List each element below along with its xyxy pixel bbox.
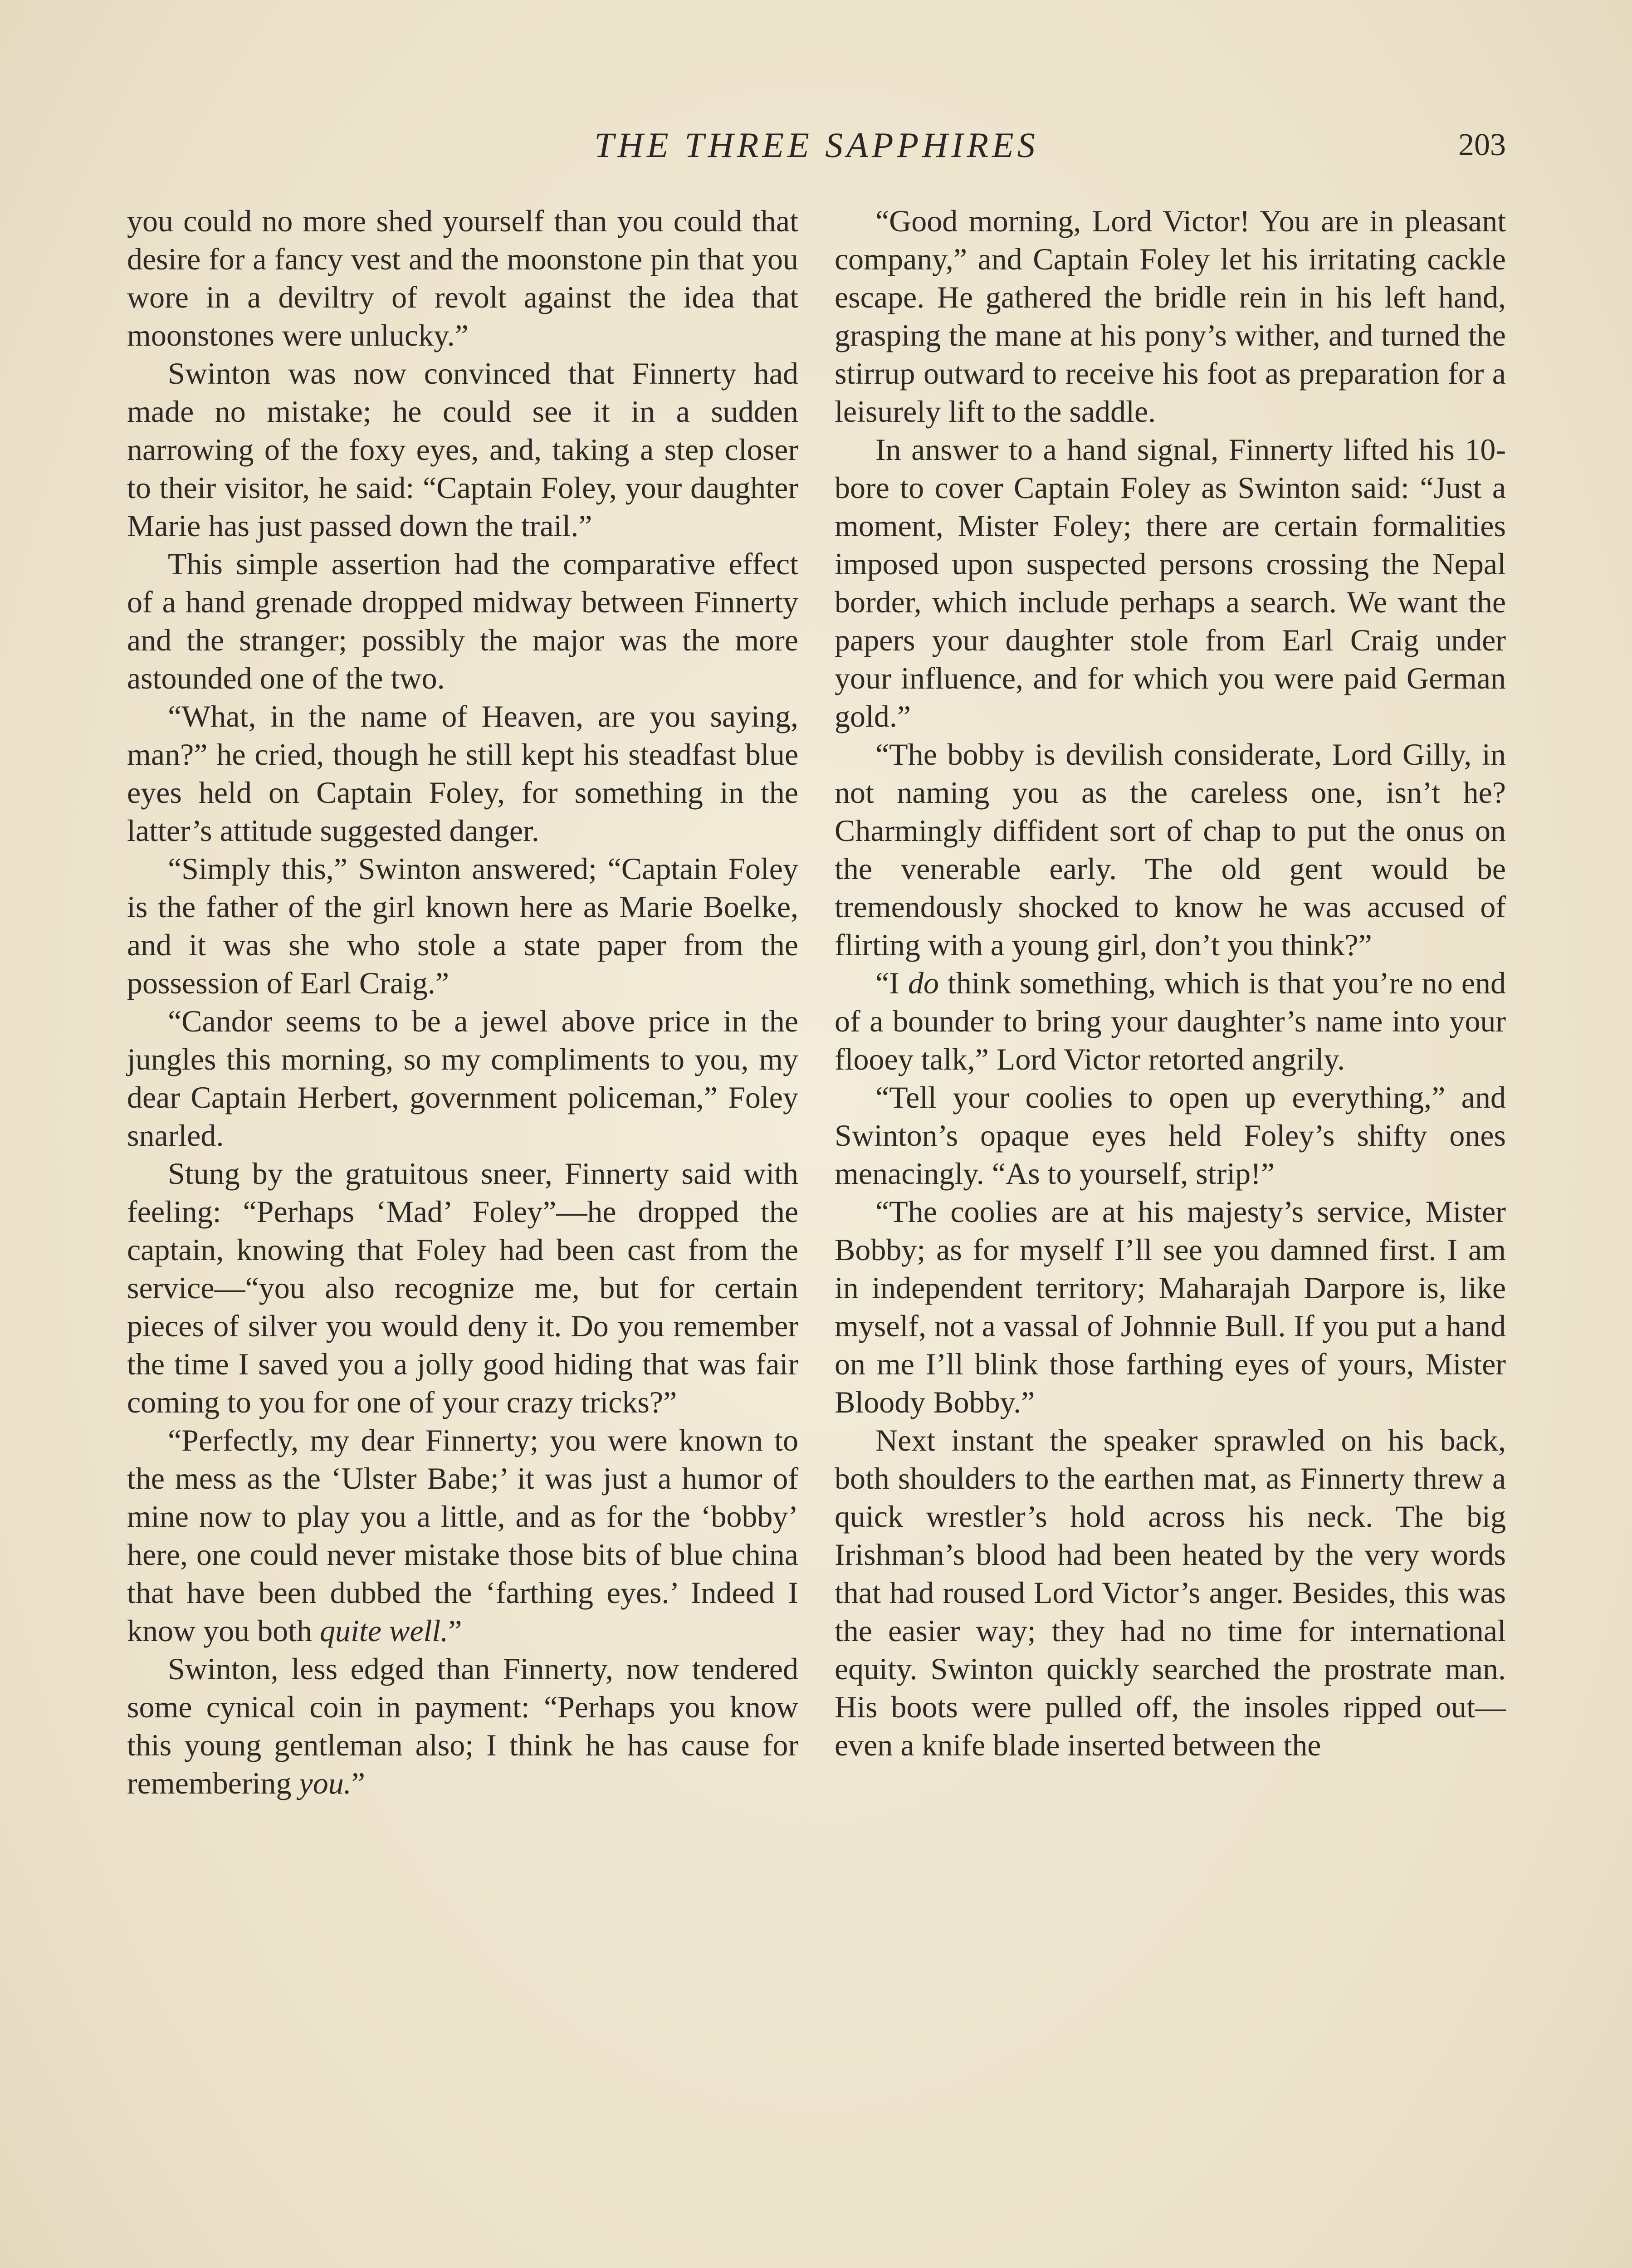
paragraph: In answer to a hand signal, Finnerty lifted his 10-bore to cover Captain Foley as Swinton said: “Just a moment, Mister Foley; there are certain formalities imposed upon suspected persons crossing the Nepal border, which include perhaps a search. We want the papers your daughter stole from Earl Craig under your influence, and for which you were paid German gold.” xyxy=(835,432,1506,733)
paragraph: “Candor seems to be a jewel above price in the jungles this morning, so my compliments to you, my dear Captain Herbert, government policeman,” Foley snarled. xyxy=(127,1004,798,1153)
left-column xyxy=(127,202,798,1802)
emphasis-text: do xyxy=(908,966,939,1000)
paragraph-text: ” xyxy=(448,1613,462,1648)
paragraph: Swinton was now convinced that Finnerty had made no mistake; he could see it in a sudden narrowing of the foxy eyes, and, taking a step closer to their visitor, he said: “Captain Foley, your daughter Marie has just passed down the trail.” xyxy=(127,356,798,543)
paragraph: This simple assertion had the comparative effect of a hand grenade dropped midway between Finnerty and the stranger; possibly the major was the more astounded one of the two. xyxy=(127,547,798,695)
paragraph-text: ” xyxy=(351,1766,365,1800)
paragraph: Next instant the speaker sprawled on his back, both shoulders to the earthen mat, as Finnerty threw a quick wrestler’s hold across his neck. The big Irishman’s blood had been heated by the very words that had roused Lord Victor’s anger. Besides, this was the easier way; they had no time for international equity. Swinton quickly searched the prostrate man. His boots were pulled off, the insoles ripped out—even a knife blade inserted between the xyxy=(835,1423,1506,1762)
paragraph: “Simply this,” Swinton answered; “Captain Foley is the father of the girl known here as Marie Boelke, and it was she who stole a state paper from the possession of Earl Craig.” xyxy=(127,851,798,1000)
paragraph: Stung by the gratuitous sneer, Finnerty said with feeling: “Perhaps ‘Mad’ Foley”—he dropped the captain, knowing that Foley had been cast from the service—“you also recognize me, but for certain pieces of silver you would deny it. Do you remember the time I saved you a jolly good hiding that was fair coming to you for one of your crazy tricks?” xyxy=(127,1156,798,1419)
page-header xyxy=(127,122,1506,168)
running-title: THE THREE SAPPHIRES xyxy=(594,125,1039,165)
paragraph xyxy=(127,1421,798,1650)
paragraph xyxy=(835,964,1506,1078)
paragraph: “Good morning, Lord Victor! You are in pleasant company,” and Captain Foley let his irritating cackle escape. He gathered the bridle rein in his left hand, grasping the mane at his pony’s wither, and turned the stirrup outward to receive his foot as preparation for a leisurely lift to the saddle. xyxy=(835,204,1506,429)
emphasis-text: you. xyxy=(299,1766,352,1800)
paragraph-text: think something, which is that you’re no end of a bounder to bring your daughter’s name into your flooey talk,” Lord Victor retorted angrily. xyxy=(835,966,1506,1076)
right-column xyxy=(835,202,1506,1764)
paragraph xyxy=(127,1650,798,1802)
emphasis-text: quite well. xyxy=(320,1613,449,1648)
page-number: 203 xyxy=(1458,127,1506,162)
paragraph: you could no more shed yourself than you could that desire for a fancy vest and the moonstone pin that you wore in a deviltry of revolt against the idea that moonstones were unlucky.” xyxy=(127,204,798,352)
paragraph-text: “I xyxy=(875,966,908,1000)
paragraph-text: “Perfectly, my dear Finnerty; you were known to the mess as the ‘Ulster Babe;’ it was just a humor of mine now to play you a little, and as for the ‘bobby’ here, one could never mistake those bits of blue china that have been dubbed the ‘farthing eyes.’ Indeed I know you both xyxy=(127,1423,798,1648)
paragraph: “Tell your coolies to open up everything,” and Swinton’s opaque eyes held Foley’s shifty ones menacingly. “As to yourself, strip!” xyxy=(835,1080,1506,1191)
paragraph: “The bobby is devilish considerate, Lord Gilly, in not naming you as the careless one, isn’t he? Charmingly diffident sort of chap to put the onus on the venerable early. The old gent would be tremendously shocked to know he was accused of flirting with a young girl, don’t you think?” xyxy=(835,737,1506,962)
paragraph-text: Swinton, less edged than Finnerty, now tendered some cynical coin in payment: “Perhaps you know this young gentleman also; I think he has cause for remembering xyxy=(127,1652,798,1800)
paragraph: “The coolies are at his majesty’s service, Mister Bobby; as for myself I’ll see you damned first. I am in independent territory; Maharajah Darpore is, like myself, not a vassal of Johnnie Bull. If you put a hand on me I’ll blink those farthing eyes of yours, Mister Bloody Bobby.” xyxy=(835,1194,1506,1419)
paragraph: “What, in the name of Heaven, are you saying, man?” he cried, though he still kept his steadfast blue eyes held on Captain Foley, for something in the latter’s attitude suggested danger. xyxy=(127,699,798,848)
